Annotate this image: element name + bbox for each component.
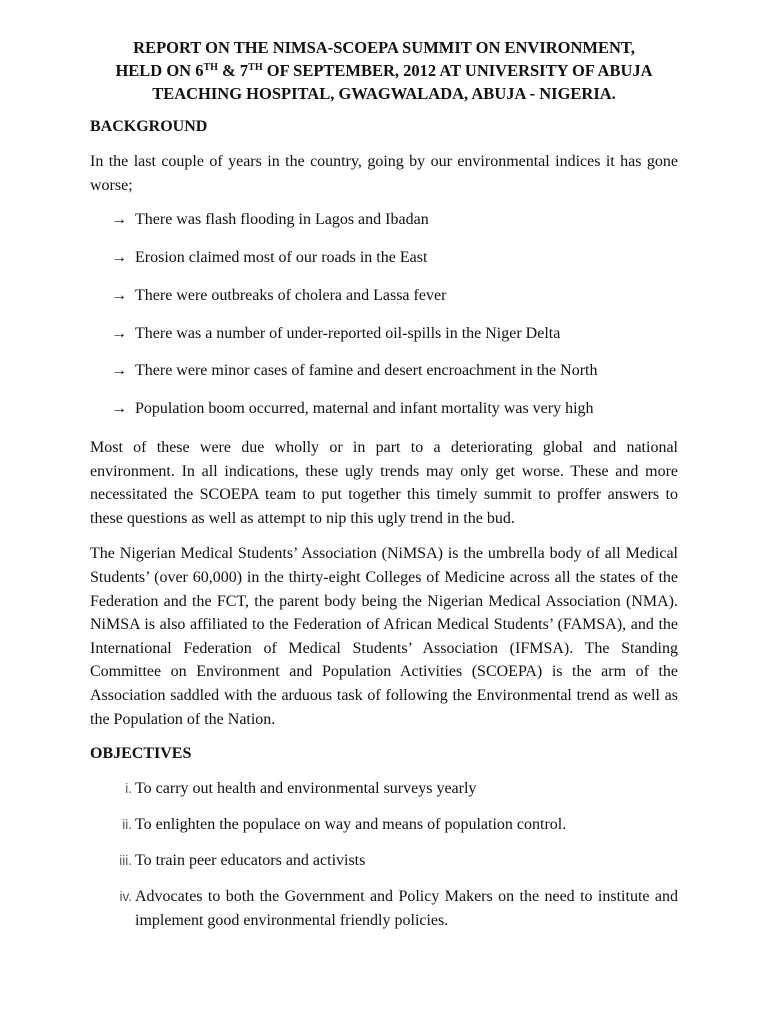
list-item-text: To train peer educators and activists — [135, 852, 366, 870]
background-paragraph-1: Most of these were due wholly or in part to a deteriorating global and national environment. In all indications, these ugly trends may only get worse. These and more necessitated the SCOEPA team to put together this timely summit to proffer answers to these questions as well as attempt to nip this ugly trend in the bud. — [90, 438, 678, 527]
title-line-1: REPORT ON THE NIMSA-SCOEPA SUMMIT ON ENVIRONMENT, — [133, 38, 635, 57]
list-item-text: Population boom occurred, maternal and infant mortality was very high — [135, 400, 594, 418]
list-item — [90, 813, 678, 837]
list-item-text: Erosion claimed most of our roads in the East — [135, 248, 428, 266]
arrow-right-icon: → — [111, 248, 127, 266]
list-numeral: ii. — [122, 817, 132, 833]
list-item — [90, 323, 678, 345]
list-item-text: Advocates to both the Government and Policy Makers on the need to institute and implement good environmental friendly policies. — [135, 888, 678, 929]
title-line-3: TEACHING HOSPITAL, GWAGWALADA, ABUJA - NIGERIA. — [152, 84, 616, 103]
objectives-heading: OBJECTIVES — [90, 745, 192, 763]
arrow-right-icon: → — [111, 400, 127, 418]
objectives-list — [90, 777, 678, 932]
list-item-text: There was a number of under-reported oil-spills in the Niger Delta — [135, 324, 561, 342]
list-item-text: There were minor cases of famine and desert encroachment in the North — [135, 362, 598, 380]
title-line-2-part-a: HELD ON 6 — [115, 61, 204, 80]
background-bullet-list — [90, 209, 678, 420]
list-numeral: iv. — [119, 889, 132, 905]
background-heading: BACKGROUND — [90, 118, 208, 135]
list-item-text: There were outbreaks of cholera and Lassa fever — [135, 286, 447, 304]
title-line-2-part-c: OF SEPTEMBER, 2012 AT UNIVERSITY OF ABUJA — [262, 61, 653, 80]
list-item — [90, 885, 678, 932]
background-paragraph-2: The Nigerian Medical Students’ Association (NiMSA) is the umbrella body of all Medical Students’ (over 60,000) in the thirty-eight Colleges of Medicine across all the states of the Federation and the FCT, the parent body being the Nigerian Medical Association (NMA). NiMSA is also affiliated to the Federation of African Medical Students’ (FAMSA), and the International Federation of Medical Students’ Association (IFMSA). The Standing Committee on Environment and Population Activities (SCOEPA) is the arm of the Association saddled with the arduous task of following the Environmental trend as well as the Population of the Nation. — [90, 545, 678, 728]
report-title — [90, 36, 678, 105]
list-item-text: There was flash flooding in Lagos and Ibadan — [135, 211, 429, 229]
list-item — [90, 398, 678, 420]
list-numeral: i. — [125, 781, 132, 797]
arrow-right-icon: → — [111, 286, 127, 304]
title-superscript-2: TH — [248, 62, 263, 73]
arrow-right-icon: → — [111, 362, 127, 380]
list-item-text: To enlighten the populace on way and means of population control. — [135, 816, 567, 834]
arrow-right-icon: → — [111, 324, 127, 342]
list-item-text: To carry out health and environmental surveys yearly — [135, 780, 477, 798]
list-item — [90, 209, 678, 231]
title-line-2-part-b: & 7 — [217, 61, 249, 80]
document-page — [90, 36, 678, 945]
list-item — [90, 285, 678, 307]
title-superscript-1: TH — [203, 62, 218, 73]
list-item — [90, 849, 678, 873]
list-item — [90, 360, 678, 382]
list-item — [90, 777, 678, 801]
title-line-2 — [115, 61, 652, 80]
list-numeral: iii. — [119, 853, 132, 869]
list-item — [90, 247, 678, 269]
background-intro: In the last couple of years in the country, going by our environmental indices it has gone worse; — [90, 153, 678, 194]
arrow-right-icon: → — [111, 211, 127, 229]
